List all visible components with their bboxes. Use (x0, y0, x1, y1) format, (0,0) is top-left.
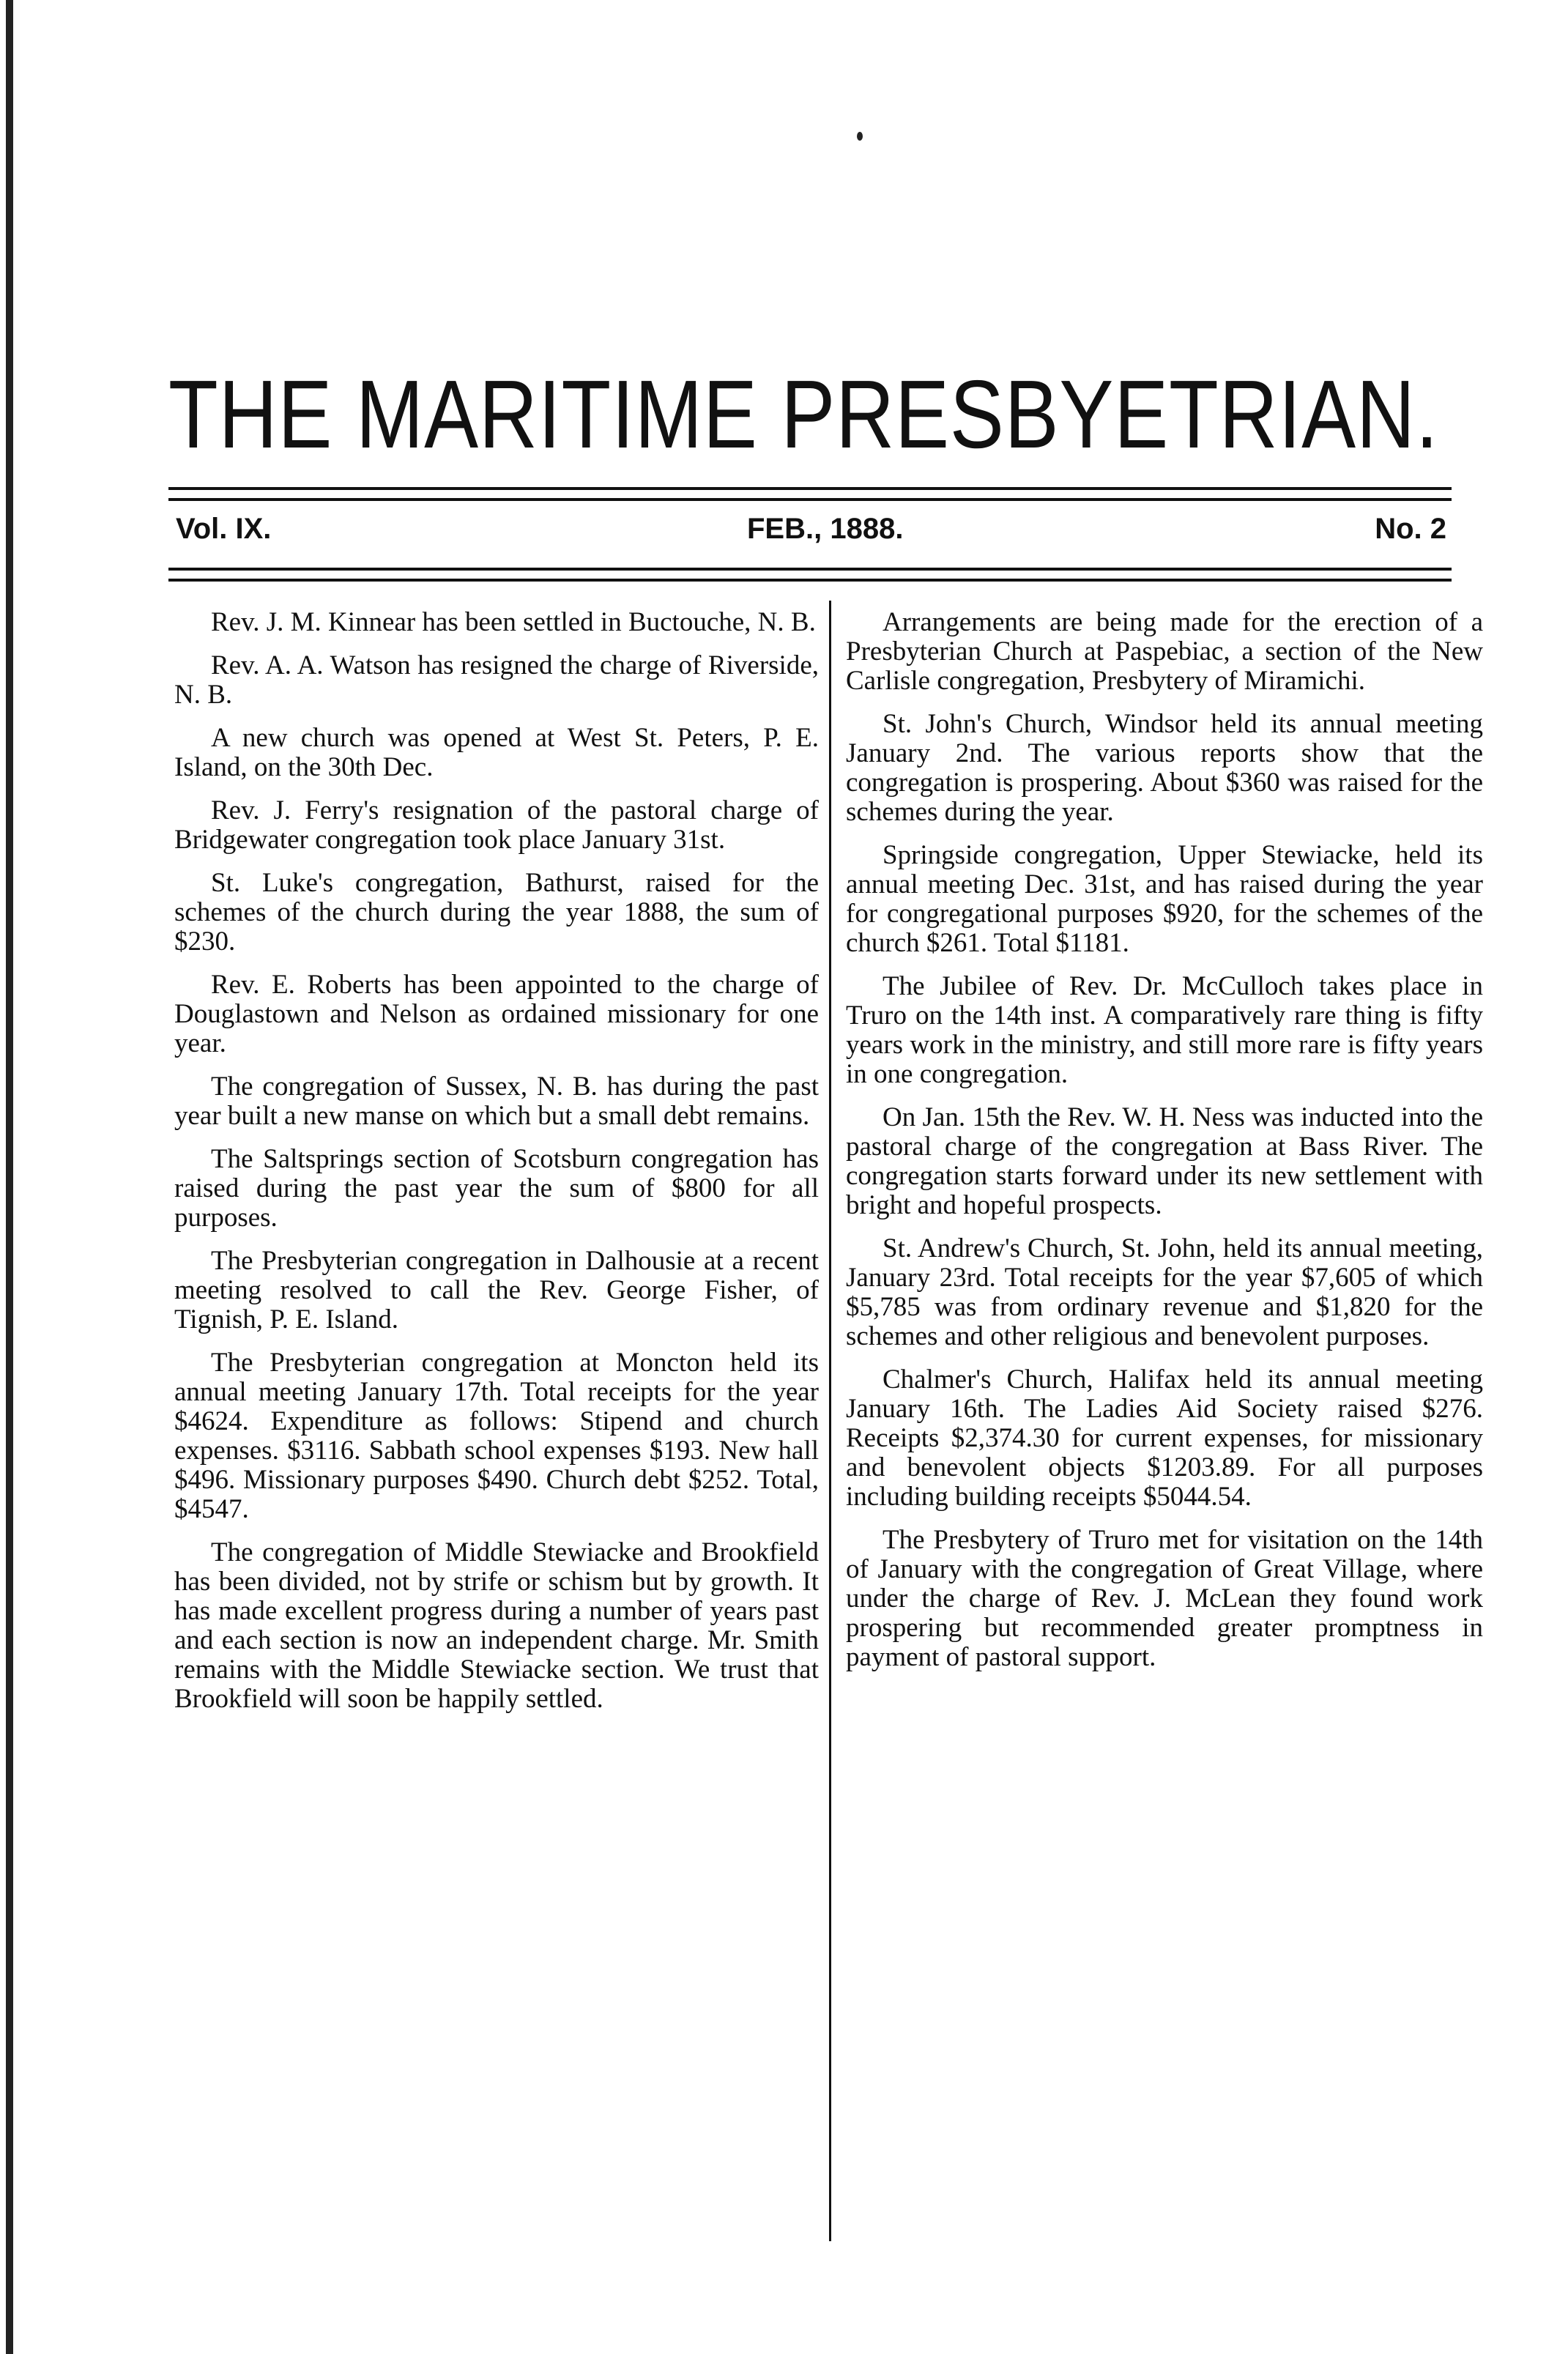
ink-speck (857, 132, 863, 141)
masthead-rule-top-2 (168, 498, 1452, 501)
issue-volume: Vol. IX. (176, 513, 272, 545)
masthead-rule-top-1 (168, 487, 1452, 490)
news-item: A new church was opened at West St. Peters, P. E. Island, on the 30th Dec. (174, 723, 819, 782)
news-item: Chalmer's Church, Halifax held its annual meeting January 16th. The Ladies Aid Society raised $276. Receipts $2,374.30 for current expenses, for missionary and benevolent objects $1203.89. For all purposes including building receipts $5044.54. (846, 1364, 1483, 1512)
news-item: Rev. J. Ferry's resignation of the pastoral charge of Bridgewater congregation took place January 31st. (174, 795, 819, 855)
issue-number: No. 2 (1375, 513, 1446, 545)
masthead-rule-bottom-1 (168, 568, 1452, 571)
issue-info-bar (176, 513, 1446, 557)
news-item: The congregation of Sussex, N. B. has during the past year built a new manse on which but a small debt remains. (174, 1072, 819, 1131)
scan-edge-border (6, 0, 13, 2354)
news-item: St. John's Church, Windsor held its annual meeting January 2nd. The various reports show that the congregation is prospering. About $360 was raised for the schemes during the year. (846, 709, 1483, 827)
news-item: Springside congregation, Upper Stewiacke, held its annual meeting Dec. 31st, and has raised during the year for congregational purposes $920, for the schemes of the church $261. Total $1181. (846, 840, 1483, 958)
news-item: The Presbyterian congregation at Moncton held its annual meeting January 17th. Total receipts for the year $4624. Expenditure as follows: Stipend and church expenses. $3116. Sabbath school expenses $193. New hall $496. Missionary purposes $490. Church debt $252. Total, $4547. (174, 1348, 819, 1524)
right-column (846, 608, 1483, 1686)
issue-date: FEB., 1888. (747, 513, 904, 545)
news-item: The Presbytery of Truro met for visitation on the 14th of January with the congregation of Great Village, where under the charge of Rev. J. McLean they found work prospering but recommended greater promptness in payment of pastoral support. (846, 1525, 1483, 1672)
news-item: Rev. E. Roberts has been appointed to the charge of Douglastown and Nelson as ordained missionary for one year. (174, 970, 819, 1058)
news-item: On Jan. 15th the Rev. W. H. Ness was inducted into the pastoral charge of the congregation at Bass River. The congregation starts forward under its new settlement with bright and hopeful prospects. (846, 1102, 1483, 1220)
news-item: Rev. J. M. Kinnear has been settled in Buctouche, N. B. (211, 607, 816, 637)
masthead-title: THE MARITIME PRESBYETRIAN. (168, 360, 1439, 468)
news-item: St. Luke's congregation, Bathurst, raised for the schemes of the church during the year 1888, the sum of $230. (174, 868, 819, 957)
masthead-rule-bottom-2 (168, 579, 1452, 582)
news-item: Arrangements are being made for the erection of a Presbyterian Church at Paspebiac, a section of the New Carlisle congregation, Presbytery of Miramichi. (846, 607, 1483, 696)
news-item: The congregation of Middle Stewiacke and Brookfield has been divided, not by strife or schism but by growth. It has made excellent progress during a number of years past and each section is now an independent charge. Mr. Smith remains with the Middle Stewiacke section. We trust that Brookfield will soon be happily settled. (174, 1537, 819, 1714)
news-item: The Jubilee of Rev. Dr. McCulloch takes place in Truro on the 14th inst. A comparatively rare thing is fifty years work in the ministry, and still more rare is fifty years in one congregation. (846, 971, 1483, 1089)
news-item: The Saltsprings section of Scotsburn congregation has raised during the past year the sum of $800 for all purposes. (174, 1144, 819, 1233)
column-divider (829, 601, 831, 2241)
news-item: St. Andrew's Church, St. John, held its annual meeting, January 23rd. Total receipts for the year $7,605 of which $5,785 was from ordinary revenue and $1,820 for the schemes and other religious and benevolent purposes. (846, 1233, 1483, 1351)
news-item: The Presbyterian congregation in Dalhousie at a recent meeting resolved to call the Rev. George Fisher, of Tignish, P. E. Island. (174, 1246, 819, 1334)
left-column (174, 608, 819, 1728)
news-item: Rev. A. A. Watson has resigned the charge of Riverside, N. B. (174, 650, 819, 710)
